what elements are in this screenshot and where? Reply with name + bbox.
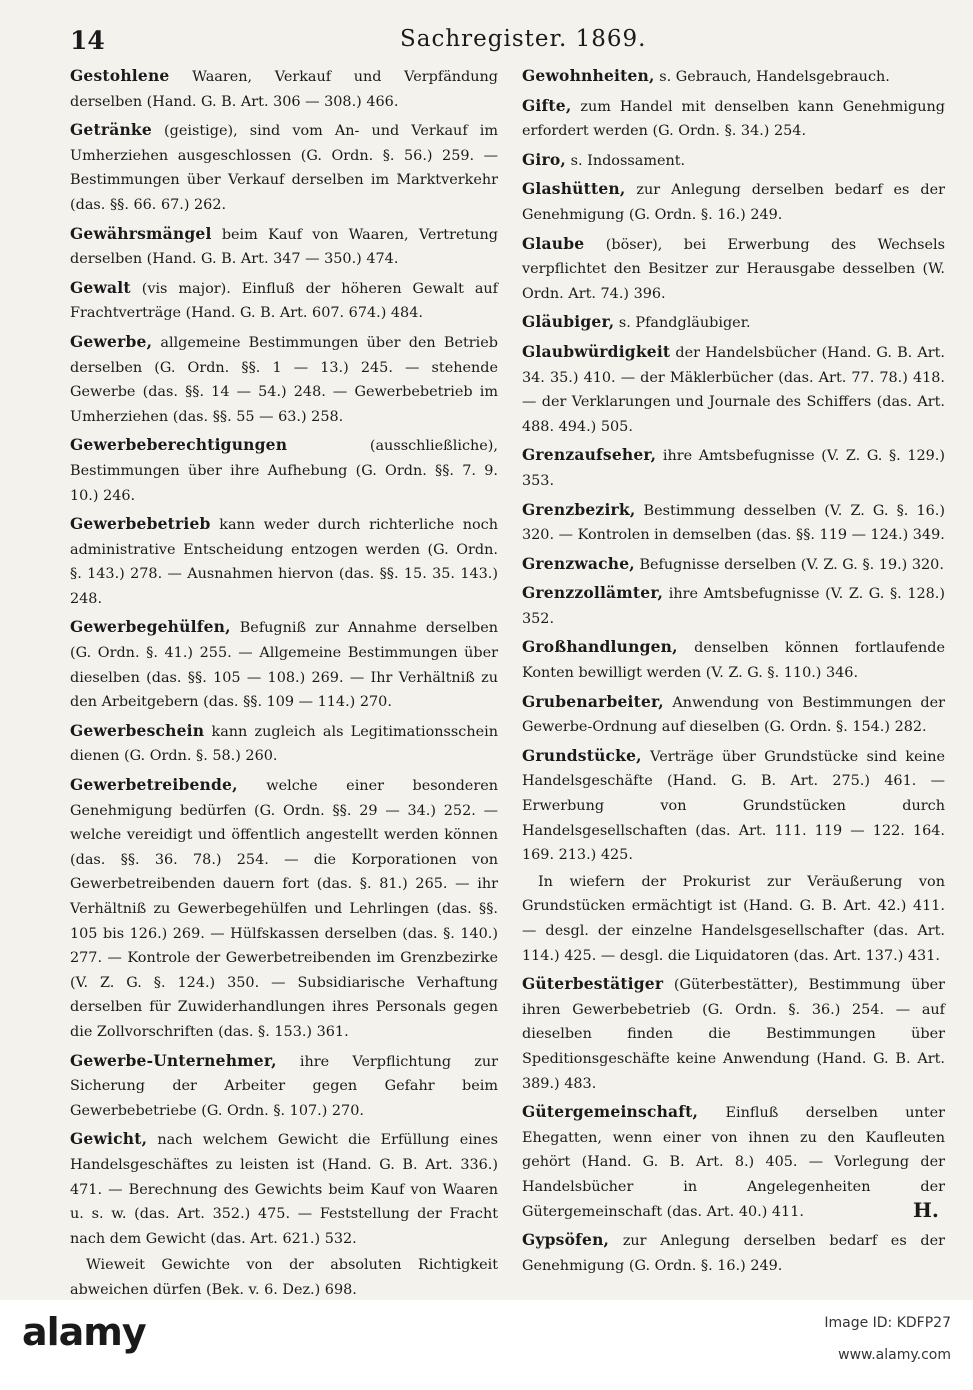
index-term: Glaubwürdigkeit (522, 341, 671, 361)
index-text: nach welchem Gewicht die Erfüllung eines Handelsgeschäftes zu leisten ist (Hand. G. B. Art. 336.) 471. — Berechnung des Gewichts beim Kauf von Waaren u. s. w. (das. Art. 352.) 475. — Feststellung der Fracht nach dem Gewicht (das. Art. 621.) 532. (70, 1132, 498, 1247)
index-entry (522, 310, 945, 336)
index-text: ihre Amtsbefugnisse (V. Z. G. §. 129.) 353. (522, 448, 945, 489)
index-term: Gewicht, (70, 1129, 148, 1149)
index-text: ihre Verpflichtung zur Sicherung der Arbeiter gegen Gefahr beim Gewerbebetriebe (G. Ordn. §. 107.) 270. (70, 1053, 498, 1119)
index-term: Gewerbe, (70, 331, 153, 351)
index-term: Gewerbebetrieb (70, 514, 211, 534)
index-term: Gewerbegehülfen, (70, 617, 231, 637)
index-entry (522, 1228, 945, 1278)
index-text: Waaren, Verkauf und Verpfändung derselben (Hand. G. B. Art. 306 — 308.) 466. (70, 69, 498, 110)
index-term: Gewährsmängel (70, 223, 212, 243)
index-entry (522, 498, 945, 548)
index-text: der Handelsbücher (Hand. G. B. Art. 34. 35.) 410. — der Mäklerbücher (das. Art. 77. 78.) 418. — der Verklarungen und Journale des Schiffers (das. Art. 488. 494.) 505. (522, 344, 945, 435)
running-title: Sachregister. 1869. (400, 26, 647, 52)
index-term: Grenzwache, (522, 553, 635, 573)
index-term: Glaube (522, 233, 585, 253)
index-entry (522, 581, 945, 631)
index-entry (70, 615, 498, 714)
catchword: H. (913, 1198, 939, 1222)
index-entry (522, 1100, 945, 1224)
page-header (70, 26, 923, 60)
left-column (70, 64, 498, 1307)
index-entry (522, 232, 945, 307)
index-entry (522, 177, 945, 227)
index-term: Gläubiger, (522, 312, 615, 332)
index-term: Grenzaufseher, (522, 445, 657, 465)
index-term: Gewalt (70, 277, 131, 297)
page-number: 14 (70, 26, 105, 55)
index-entry (522, 443, 945, 493)
index-entry (522, 744, 945, 868)
index-entry (70, 222, 498, 272)
index-entry (70, 512, 498, 611)
index-term: Grenzbezirk, (522, 499, 636, 519)
index-term: Gütergemeinschaft, (522, 1102, 699, 1122)
right-column (522, 64, 945, 1282)
index-term: Gewerbeschein (70, 720, 205, 740)
index-entry (522, 635, 945, 685)
index-text: (geistige), sind vom An- und Verkauf im Umherziehen ausgeschlossen (G. Ordn. §. 56.) 259. — Bestimmungen über Verkauf derselben im Marktverkehr (das. §§. 66. 67.) 262. (70, 123, 498, 213)
index-entry (522, 690, 945, 740)
index-term: Getränke (70, 120, 152, 140)
index-text: Verträge über Grundstücke sind keine Handelsgeschäfte (Hand. G. B. Art. 275.) 461. — Erwerbung von Grundstücken durch Handelsgesellschaften (das. Art. 111. 119 — 122. 164. 169. 213.) 425. (522, 748, 945, 864)
index-entry (70, 64, 498, 114)
index-entry (522, 94, 945, 144)
index-text: Anwendung von Bestimmungen der Gewerbe-Ordnung auf dieselben (G. Ordn. §. 154.) 282. (522, 694, 945, 736)
index-text: (Güterbestätter), Bestimmung über ihren Gewerbebetrieb (G. Ordn. §. 36.) 254. — auf dieselben finden die Bestimmungen über Speditionsgeschäfte keine Anwendung (Hand. G. B. Art. 389.) 483. (522, 977, 945, 1092)
index-text: allgemeine Bestimmungen über den Betrieb derselben (G. Ordn. §§. 1 — 13.) 245. — stehende Gewerbe (das. §§. 14 — 54.) 248. — Gewerbebetrieb im Umherziehen (das. §§. 55 — 63.) 258. (70, 334, 498, 425)
index-text: s. Pfandgläubiger. (614, 315, 751, 332)
index-text: (böser), bei Erwerbung des Wechsels verpflichtet den Besitzer zur Herausgabe desselben (W. Ordn. Art. 74.) 396. (522, 236, 945, 302)
index-entry (70, 330, 498, 429)
index-text: (vis major). Einfluß der höheren Gewalt auf Frachtverträge (Hand. G. B. Art. 607. 674.) 484. (70, 280, 498, 322)
index-term: Glashütten, (522, 179, 626, 199)
index-term: Giro, (522, 149, 567, 169)
index-text: beim Kauf von Waaren, Vertretung derselben (Hand. G. B. Art. 347 — 350.) 474. (70, 226, 498, 268)
index-term: Grenzzollämter, (522, 583, 664, 603)
index-term: Grubenarbeiter, (522, 691, 664, 711)
index-text: Wieweit Gewichte von der absoluten Richtigkeit abweichen dürfen (Bek. v. 6. Dez.) 698. (70, 1257, 498, 1298)
index-entry (522, 148, 945, 174)
index-term: Gewerbe-Unternehmer, (70, 1050, 277, 1070)
index-entry (70, 1127, 498, 1251)
index-entry (70, 433, 498, 508)
index-entry (70, 719, 498, 769)
index-text: denselben können fortlaufende Konten bewilligt werden (V. Z. G. §. 110.) 346. (522, 640, 945, 682)
watermark-image-id: Image ID: KDFP27 (824, 1315, 951, 1331)
index-entry (70, 118, 498, 217)
index-term: Grundstücke, (522, 745, 642, 765)
index-text: Befugniß zur Annahme derselben (G. Ordn. §. 41.) 255. — Allgemeine Bestimmungen über dieselben (das. §§. 105 — 108.) 269. — Ihr Verhältniß zu den Arbeitgebern (das. §§. 109 — 114.) 270. (70, 620, 498, 711)
index-term: Gestohlene (70, 66, 170, 85)
index-text: s. Gebrauch, Handelsgebrauch. (654, 69, 890, 85)
index-text: ihre Amtsbefugnisse (V. Z. G. §. 128.) 352. (522, 586, 945, 627)
index-entry (522, 870, 945, 968)
index-entry (70, 1049, 498, 1124)
watermark-url: www.alamy.com (838, 1347, 951, 1363)
index-text: (ausschließliche), Bestimmungen über ihre Aufhebung (G. Ordn. §§. 7. 9. 10.) 246. (70, 438, 498, 504)
index-entry (70, 276, 498, 326)
index-entry (70, 773, 498, 1045)
index-entry (522, 972, 945, 1096)
index-text: In wiefern der Prokurist zur Veräußerung von Grundstücken ermächtigt ist (Hand. G. B. Art. 42.) 411. — desgl. der einzelne Handelsgesellschafter (das. Art. 114.) 425. — desgl. die Liquidatoren (das. Art. 137.) 431. (522, 873, 945, 964)
index-text: zur Anlegung derselben bedarf es der Genehmigung (G. Ordn. §. 16.) 249. (522, 182, 945, 223)
watermark-bar (0, 1300, 973, 1390)
index-text: zur Anlegung derselben bedarf es der Genehmigung (G. Ordn. §. 16.) 249. (522, 1233, 945, 1274)
index-term: Gewerbetreibende, (70, 775, 238, 795)
index-text: Einfluß derselben unter Ehegatten, wenn einer von ihnen zu den Kaufleuten gehört (Hand. G. B. Art. 8.) 405. — Vorlegung der Handelsbücher in Angelegenheiten der Gütergemeinschaft (das. Art. 40.) 411. (522, 1105, 945, 1220)
index-term: Gewohnheiten, (522, 66, 655, 85)
watermark-logo: alamy (22, 1310, 146, 1354)
index-term: Gifte, (522, 95, 572, 115)
index-entry (70, 1253, 498, 1302)
index-entry (522, 64, 945, 90)
index-text: welche einer besonderen Genehmigung bedürfen (G. Ordn. §§. 29 — 34.) 252. — welche vereidigt und öffentlich angestellt werden können (das. §§. 36. 78.) 254. — die Korporationen von Gewerbetreibenden dauern fort (das. §. 81.) 265. — ihr Verhältniß zu Gewerbegehülfen und Lehrlingen (das. §§. 105 bis 126.) 269. — Hülfskassen derselben (das. §. 140.) 277. — Kontrole der Gewerbetreibenden im Grenzbezirke (V. Z. G. §. 124.) 350. — Subsidiarische Verhaftung derselben für Zuwiderhandlungen ihres Personals gegen die Zollvorschriften (das. §. 153.) 361. (70, 778, 498, 1040)
index-entry (522, 552, 945, 578)
index-text: zum Handel mit denselben kann Genehmigung erfordert werden (G. Ordn. §. 34.) 254. (522, 98, 945, 140)
index-term: Gypsöfen, (522, 1230, 610, 1250)
index-term: Großhandlungen, (522, 637, 678, 657)
index-text: Befugnisse derselben (V. Z. G. §. 19.) 320. (634, 556, 944, 573)
index-term: Güterbestätiger (522, 974, 664, 994)
index-text: kann weder durch richterliche noch administrative Entscheidung entzogen werden (G. Ordn. §. 143.) 278. — Ausnahmen hiervon (das. §§. 15. 35. 143.) 248. (70, 517, 498, 607)
index-term: Gewerbeberechtigungen (70, 435, 288, 455)
index-entry (522, 340, 945, 439)
index-text: Bestimmung desselben (V. Z. G. §. 16.) 320. — Kontrolen in demselben (das. §§. 119 — 124.) 349. (522, 502, 945, 544)
index-text: kann zugleich als Legitimationsschein dienen (G. Ordn. §. 58.) 260. (70, 723, 498, 765)
index-text: s. Indossament. (566, 152, 686, 169)
